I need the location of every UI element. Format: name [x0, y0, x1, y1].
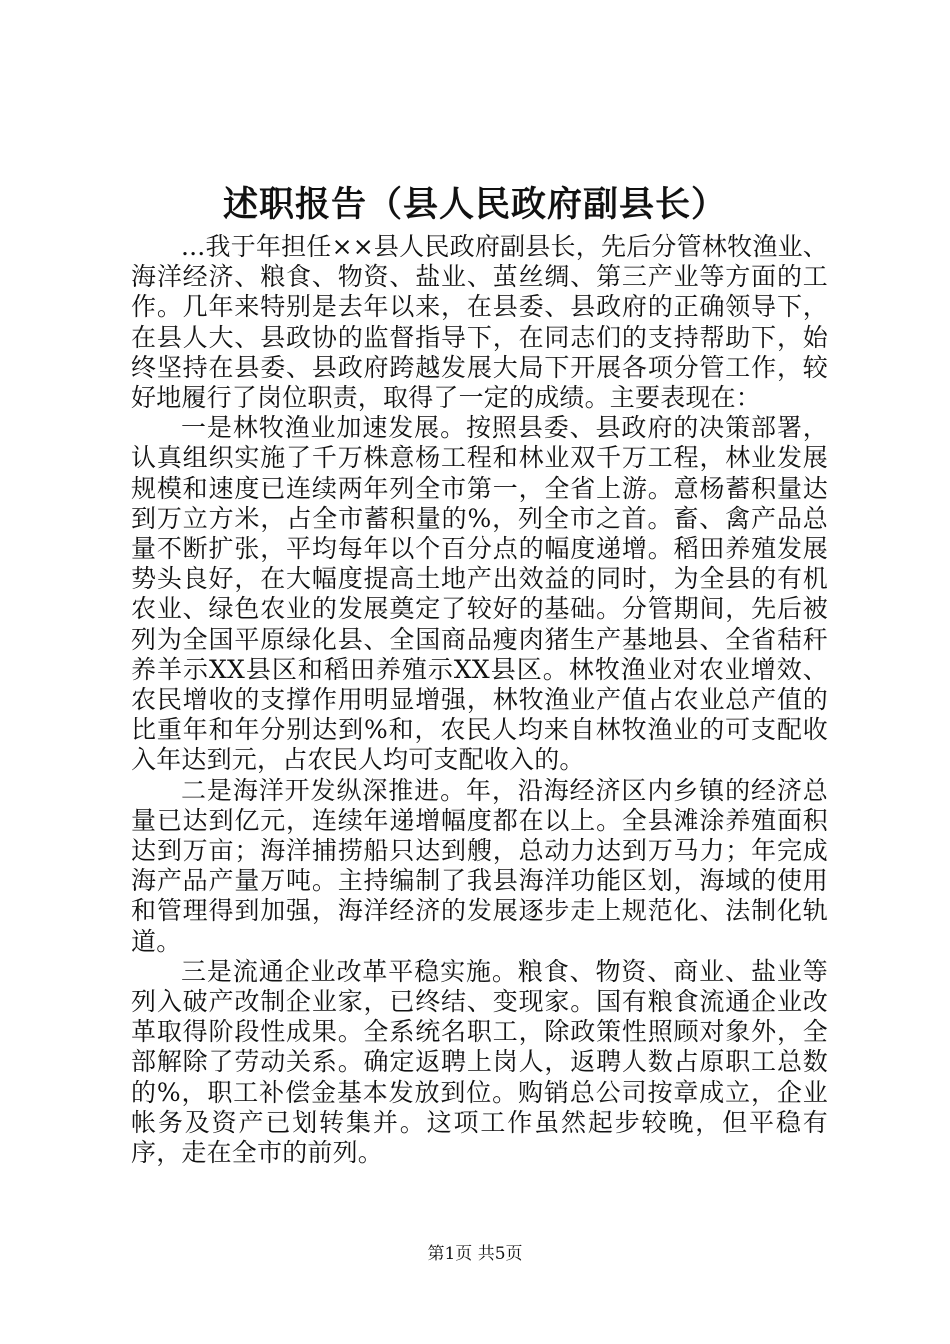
- document-body: [131, 232, 828, 1168]
- document-title: 述职报告（县人民政府副县长）: [222, 184, 727, 225]
- paragraph-ocean: 二是海洋开发纵深推进。年，沿海经济区内乡镇的经济总量已达到亿元，连续年递增幅度都在以上。全县滩涂养殖面积达到万亩；海洋捕捞船只达到艘，总动力达到万马力；年完成海产品产量万吨。主持编制了我县海洋功能区划，海域的使用和管理得到加强，海洋经济的发展逐步走上规范化、法制化轨道。: [131, 775, 828, 956]
- paragraph-intro: ...我于年担任××县人民政府副县长，先后分管林牧渔业、海洋经济、粮食、物资、盐业、茧丝绸、第三产业等方面的工作。几年来特别是去年以来，在县委、县政府的正确领导下，在县人大、县政协的监督指导下，在同志们的支持帮助下，始终坚持在县委、县政府跨越发展大局下开展各项分管工作，较好地履行了岗位职责，取得了一定的成绩。主要表现在：: [131, 232, 828, 413]
- paragraph-forestry: 一是林牧渔业加速发展。按照县委、县政府的决策部署，认真组织实施了千万株意杨工程和林业双千万工程，林业发展规模和速度已连续两年列全市第一，全省上游。意杨蓄积量达到万立方米，占全市蓄积量的%，列全市之首。畜、禽产品总量不断扩张，平均每年以个百分点的幅度递增。稻田养殖发展势头良好，在大幅度提高土地产出效益的同时，为全县的有机农业、绿色农业的发展奠定了较好的基础。分管期间，先后被列为全国平原绿化县、全国商品瘦肉猪生产基地县、全省秸秆养羊示XX县区和稻田养殖示XX县区。林牧渔业对农业增效、农民增收的支撑作用明显增强，林牧渔业产值占农业总产值的比重年和年分别达到%和，农民人均来自林牧渔业的可支配收入年达到元，占农民人均可支配收入的。: [131, 413, 828, 775]
- page-footer: 第1页 共5页: [427, 1244, 523, 1264]
- paragraph-reform: 三是流通企业改革平稳实施。粮食、物资、商业、盐业等列入破产改制企业家，已终结、变现家。国有粮食流通企业改革取得阶段性成果。全系统名职工，除政策性照顾对象外，全部解除了劳动关系。确定返聘上岗人，返聘人数占原职工总数的%，职工补偿金基本发放到位。购销总公司按章成立，企业帐务及资产已划转集并。这项工作虽然起步较晚，但平稳有序，走在全市的前列。: [131, 956, 828, 1168]
